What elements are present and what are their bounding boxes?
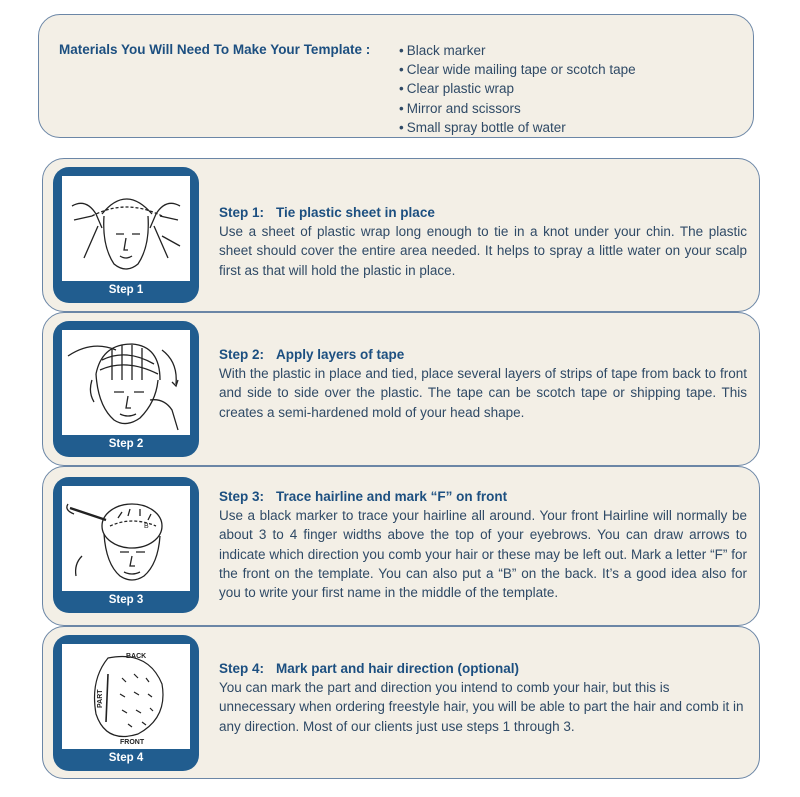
materials-item: • Clear plastic wrap — [399, 81, 515, 97]
step-1-panel — [42, 158, 760, 312]
diagram-part-label: PART — [97, 689, 104, 708]
step-1-illustration-frame — [53, 167, 199, 303]
svg-text:B: B — [144, 523, 149, 530]
step-3-title: Step 3: Trace hairline and mark “F” on front — [219, 489, 508, 504]
materials-item: • Black marker — [399, 43, 486, 58]
step-2-label: Step 2 — [108, 438, 144, 450]
step-1-title: Step 1: Tie plastic sheet in place — [219, 205, 435, 220]
materials-heading: Materials You Will Need To Make Your Template : — [59, 42, 371, 57]
step-4-illustration-frame — [53, 635, 199, 771]
step-3-illustration-frame — [53, 477, 199, 613]
step-2-description: With the plastic in place and tied, place several layers of strips of tape from back to front and side to side over the plastic. The tape can be scotch tape or shipping tape. This creates a semi-hardened mold of your head shape. — [219, 366, 747, 420]
step-1-content — [219, 203, 747, 280]
materials-item: • Mirror and scissors — [399, 100, 521, 116]
step-4-illustration — [62, 644, 190, 749]
materials-item: • Clear wide mailing tape or scotch tape — [399, 62, 636, 78]
step-2-illustration — [62, 330, 190, 435]
step-2-content — [219, 345, 747, 422]
step-1-description: Use a sheet of plastic wrap long enough to tie in a knot under your chin. The plastic sheet should cover the entire area needed. It helps to spray a little water on your scalp first as that will hold the plastic in place. — [219, 224, 747, 278]
step-2-illustration-frame — [53, 321, 199, 457]
materials-list — [399, 41, 636, 137]
step-3-label: Step 3 — [108, 594, 144, 606]
step-4-title: Step 4: Mark part and hair direction (optional) — [219, 661, 520, 676]
step-4-panel — [42, 626, 760, 779]
diagram-front-label: FRONT — [120, 739, 145, 746]
materials-item: • Small spray bottle of water — [399, 119, 566, 135]
step-2-panel — [42, 312, 760, 466]
step-3-description: Use a black marker to trace your hairline all around. Your front Hairline will normally be about 3 to 4 finger widths above the top of your eyebrows. You can draw arrows to indicate which direction you comb your hair or these may be left out. Mark a letter “F” for the front on the template. You can also put a “B” on the back. It’s a good idea also for you to write your first name in the middle of the template. — [219, 508, 747, 601]
step-1-label: Step 1 — [108, 284, 144, 296]
step-2-title: Step 2: Apply layers of tape — [219, 347, 405, 362]
diagram-back-label: BACK — [126, 653, 147, 660]
step-4-content — [219, 659, 747, 736]
step-4-description: You can mark the part and direction you intend to comb your hair, but this is unnecessary when ordering freestyle hair, you will be able to part the hair and comb it in any direction. Most of our clients just use steps 1 through 3. — [219, 680, 744, 734]
materials-panel — [38, 14, 754, 138]
step-1-illustration — [62, 176, 190, 281]
step-4-label: Step 4 — [108, 752, 144, 764]
step-3-illustration — [62, 486, 190, 591]
step-3-panel — [42, 466, 760, 626]
step-3-content — [219, 487, 747, 602]
